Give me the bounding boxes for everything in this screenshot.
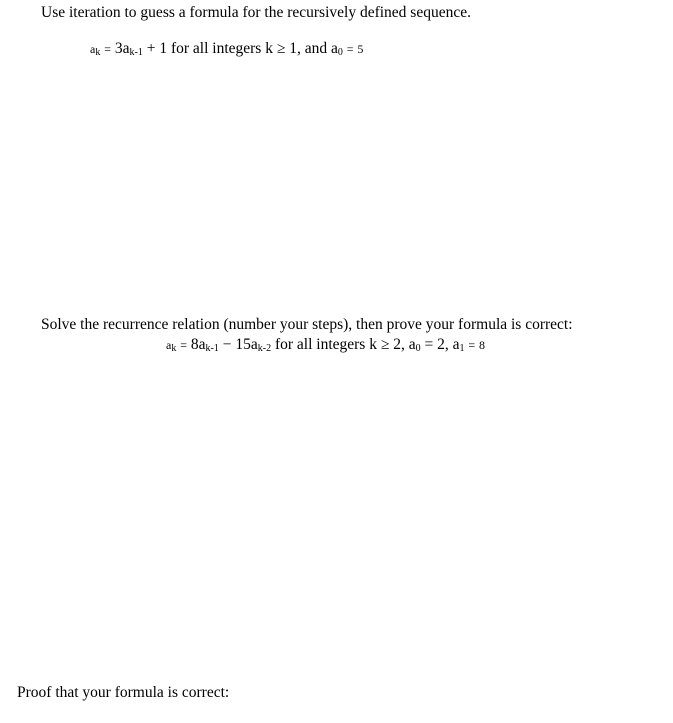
initial-value-a1: 8 bbox=[479, 338, 486, 352]
sub-1: 1 bbox=[459, 343, 465, 354]
term-a: a bbox=[90, 42, 96, 56]
sub-k: k bbox=[171, 343, 177, 354]
initial-value: 5 bbox=[357, 42, 364, 56]
sub-k-2: k-2 bbox=[257, 343, 272, 354]
equals-sign-2: = bbox=[424, 336, 434, 353]
equals-sign-2: = bbox=[346, 42, 354, 56]
equals-sign: = bbox=[104, 42, 111, 56]
term-a: a bbox=[166, 338, 172, 352]
problem1-instruction: Use iteration to guess a formula for the recursively defined sequence. bbox=[41, 4, 471, 21]
proof-label: Proof that your formula is correct: bbox=[17, 684, 230, 701]
equals-sign: = bbox=[180, 338, 187, 352]
initial-values: 2, a bbox=[437, 336, 460, 353]
sub-k-1: k-1 bbox=[205, 343, 219, 354]
sub-k-1: k-1 bbox=[129, 47, 143, 58]
term-8a: 8a bbox=[190, 336, 206, 353]
sub-0: 0 bbox=[415, 343, 421, 354]
sub-k: k bbox=[95, 47, 101, 58]
condition-text: for all integers k ≥ 2, a bbox=[274, 336, 416, 353]
problem1-recurrence bbox=[90, 40, 363, 58]
sub-0: 0 bbox=[337, 47, 343, 58]
equals-sign-3: = bbox=[468, 338, 476, 352]
problem2-recurrence bbox=[166, 336, 485, 354]
term-3a: 3a bbox=[114, 40, 130, 57]
condition-text: + 1 for all integers k ≥ 1, and a bbox=[146, 40, 338, 57]
problem2-instruction: Solve the recurrence relation (number your steps), then prove your formula is correct: bbox=[41, 316, 573, 333]
minus-sign: − bbox=[222, 336, 232, 353]
term-15a: 15a bbox=[235, 336, 258, 353]
